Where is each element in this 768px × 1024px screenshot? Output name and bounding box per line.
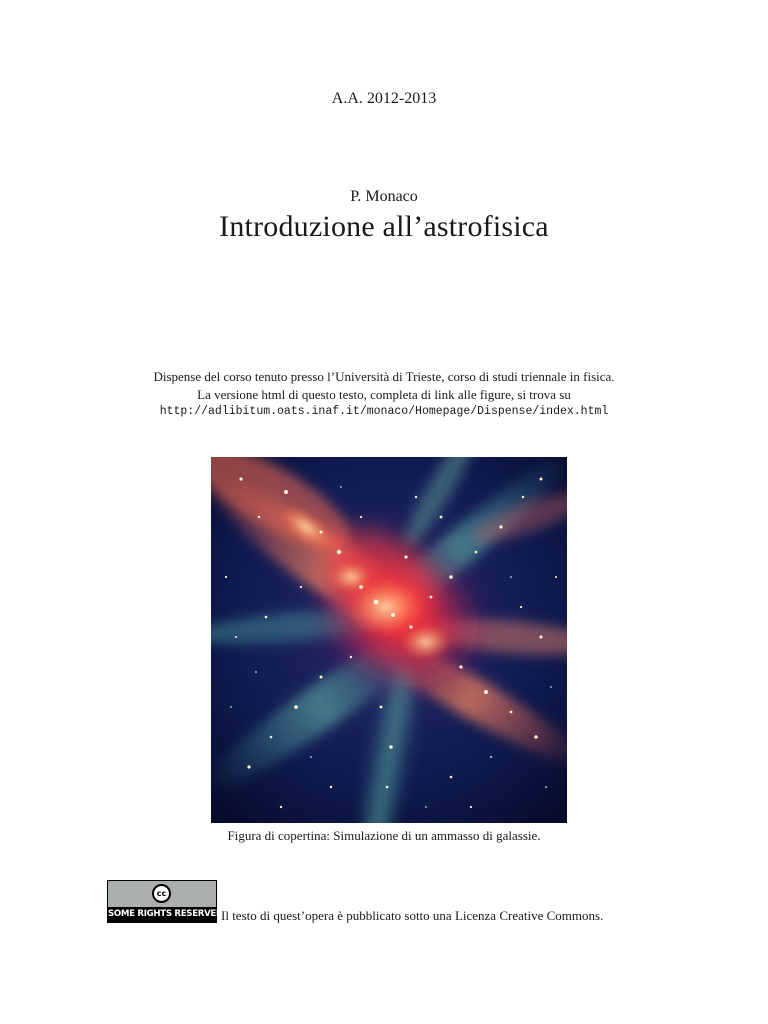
- course-description: [0, 368, 768, 421]
- html-version-link[interactable]: http://adlibitum.oats.inaf.it/monaco/Homepage/Dispense/index.html: [159, 405, 609, 418]
- galaxy-cluster-simulation-image: [211, 457, 567, 823]
- some-rights-reserved-label: SOME RIGHTS RESERVED: [108, 907, 216, 922]
- cc-logo-icon: cc: [152, 884, 171, 903]
- document-title: Introduzione all’astrofisica: [219, 210, 549, 243]
- cover-image: [211, 457, 567, 823]
- academic-year: A.A. 2012-2013: [331, 90, 437, 107]
- description-line-1: Dispense del corso tenuto presso l’Università di Trieste, corso di studi triennale in fisica.: [153, 369, 615, 384]
- author-name: P. Monaco: [350, 188, 418, 205]
- cover-caption: Figura di copertina: Simulazione di un ammasso di galassie.: [227, 828, 541, 843]
- license-text: Il testo di quest’opera è pubblicato sotto una Licenza Creative Commons.: [221, 908, 604, 923]
- description-line-2: La versione html di questo testo, completa di link alle figure, si trova su: [197, 386, 571, 402]
- license-notice: [107, 880, 707, 924]
- creative-commons-badge[interactable]: [107, 880, 223, 923]
